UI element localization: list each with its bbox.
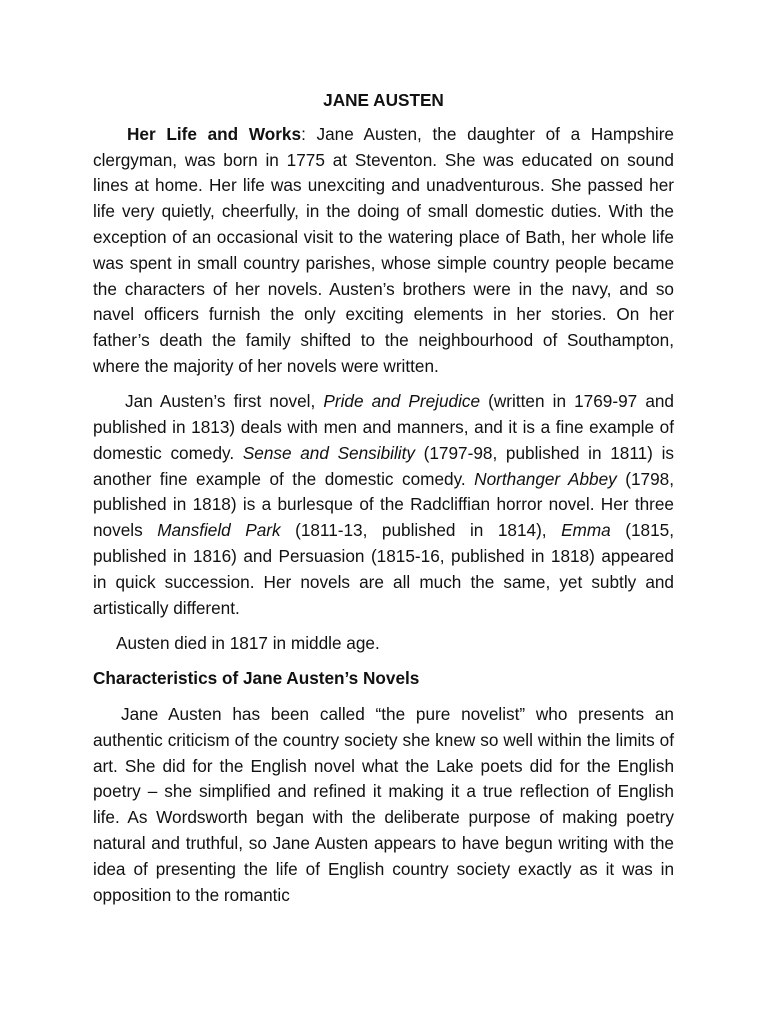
novels-text-6: (1815, published in 1816) and Persuasion (1815-16, published in 1818) appeared in quick succession. Her novels are all much the same, yet subtly and artistically different. <box>93 520 674 618</box>
novels-text-5: (1811-13, published in 1814), <box>280 520 562 541</box>
title-emma: Emma <box>561 520 611 541</box>
document-content <box>93 88 674 918</box>
death-paragraph: Austen died in 1817 in middle age. <box>116 632 380 653</box>
title-mansfield-park: Mansfield Park <box>157 520 281 541</box>
life-and-works-text: Jane Austen, the daughter of a Hampshire clergyman, was born in 1775 at Steventon. She was educated on sound lines at home. Her life was unexciting and unadventurous. She passed her life very quietly, cheerfully, in the doing of small domestic duties. With the exception of an occasional visit to the watering place of Bath, her whole life was spent in small country parishes, whose simple country people became the characters of her novels. Austen’s brothers were in the navy, and so navel officers furnish the only exciting elements in her stories. On her father’s death the family shifted to the neighbourhood of Southampton, where the majority of her novels were written. <box>93 123 674 376</box>
page-title: JANE AUSTEN <box>323 90 444 110</box>
novels-paragraph <box>93 389 674 621</box>
novels-text-2: (written in 1769-97 and published in 1813) deals with men and manners, and it is a fine example of domestic comedy. <box>93 391 674 463</box>
life-and-works-paragraph <box>93 122 674 380</box>
novels-text-3: (1797-98, published in 1811) is another fine example of the domestic comedy. <box>93 442 674 489</box>
characteristics-heading: Characteristics of Jane Austen’s Novels <box>93 668 420 689</box>
heading-separator: : <box>301 123 306 144</box>
novels-text-1: Jan Austen’s first novel, <box>125 391 324 412</box>
title-pride-and-prejudice: Pride and Prejudice <box>323 391 481 412</box>
title-sense-and-sensibility: Sense and Sensibility <box>242 442 415 463</box>
novels-text-4: (1798, published in 1818) is a burlesque of the Radcliffian horror novel. Her three novels <box>93 468 675 541</box>
characteristics-paragraph: Jane Austen has been called “the pure novelist” who presents an authentic criticism of the country society she knew so well within the limits of art. She did for the English novel what the Lake poets did for the English poetry – she simplified and refined it making it a true reflection of English life. As Wordsworth began with the deliberate purpose of making poetry natural and truthful, so Jane Austen appears to have begun writing with the idea of presenting the life of English country society exactly as it was in opposition to the romantic <box>93 704 674 905</box>
title-northanger-abbey: Northanger Abbey <box>474 468 617 489</box>
life-and-works-heading: Her Life and Works <box>127 123 302 144</box>
